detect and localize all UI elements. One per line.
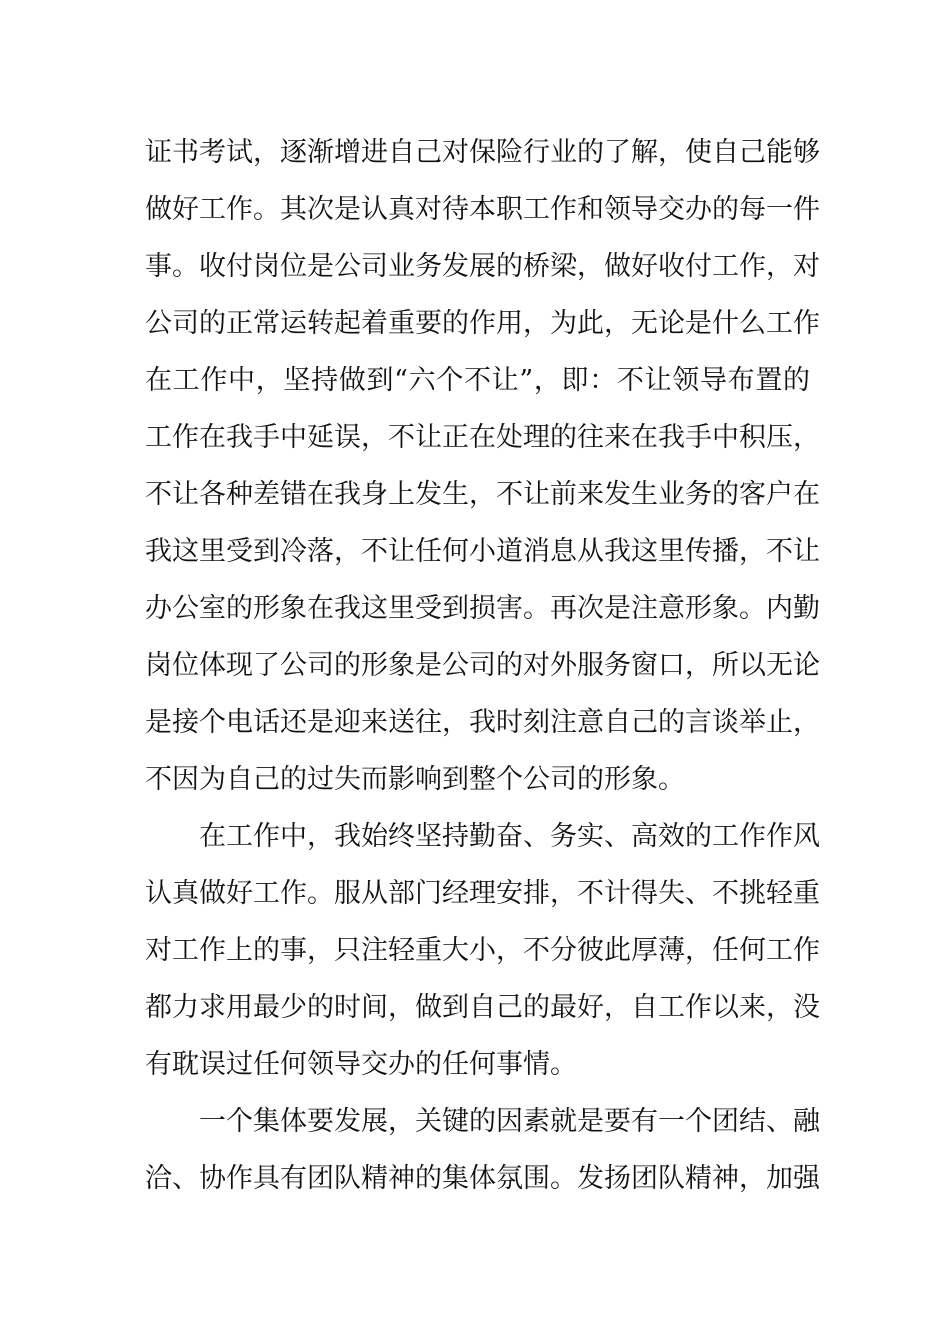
paragraph-1-line-12: 不因为自己的过失而影响到整个公司的形象。 [145, 764, 685, 795]
paragraph-1-line-7: 不让各种差错在我身上发生，不让前来发生业务的客户在 [145, 479, 820, 510]
paragraph-1-line-10: 岗位体现了公司的形象是公司的对外服务窗口，所以无论 [145, 650, 820, 681]
paragraph-1-line-1: 证书考试，逐渐增进自己对保险行业的了解，使自己能够 [145, 137, 820, 168]
paragraph-1-line-6: 工作在我手中延误，不让正在处理的往来在我手中积压， [145, 422, 820, 453]
paragraph-2-line-5: 有耽误过任何领导交办的任何事情。 [145, 1049, 577, 1080]
paragraph-1-line-5: 在工作中，坚持做到“六个不让”，即：不让领导布置的 [145, 365, 810, 396]
paragraph-2-line-4: 都力求用最少的时间，做到自己的最好，自工作以来，没 [145, 992, 820, 1023]
paragraph-1-line-11: 是接个电话还是迎来送往，我时刻注意自己的言谈举止， [145, 707, 820, 738]
document-body [145, 124, 820, 1207]
paragraph-3-line-1: 一个集体要发展，关键的因素就是要有一个团结、融 [199, 1106, 820, 1137]
paragraph-1-line-4: 公司的正常运转起着重要的作用，为此，无论是什么工作 [145, 308, 820, 339]
paragraph-1-line-8: 我这里受到冷落，不让任何小道消息从我这里传播，不让 [145, 536, 820, 567]
paragraph-2-line-2: 认真做好工作。服从部门经理安排，不计得失、不挑轻重 [145, 878, 820, 909]
paragraph-2-line-1: 在工作中，我始终坚持勤奋、务实、高效的工作作风 [199, 821, 820, 852]
paragraph-1-line-2: 做好工作。其次是认真对待本职工作和领导交办的每一件 [145, 194, 820, 225]
paragraph-3-line-2: 洽、协作具有团队精神的集体氛围。发扬团队精神，加强 [145, 1163, 820, 1194]
paragraph-1-line-3: 事。收付岗位是公司业务发展的桥梁，做好收付工作，对 [145, 251, 820, 282]
paragraph-1-line-9: 办公室的形象在我这里受到损害。再次是注意形象。内勤 [145, 593, 820, 624]
paragraph-2-line-3: 对工作上的事，只注轻重大小，不分彼此厚薄，任何工作 [145, 935, 820, 966]
